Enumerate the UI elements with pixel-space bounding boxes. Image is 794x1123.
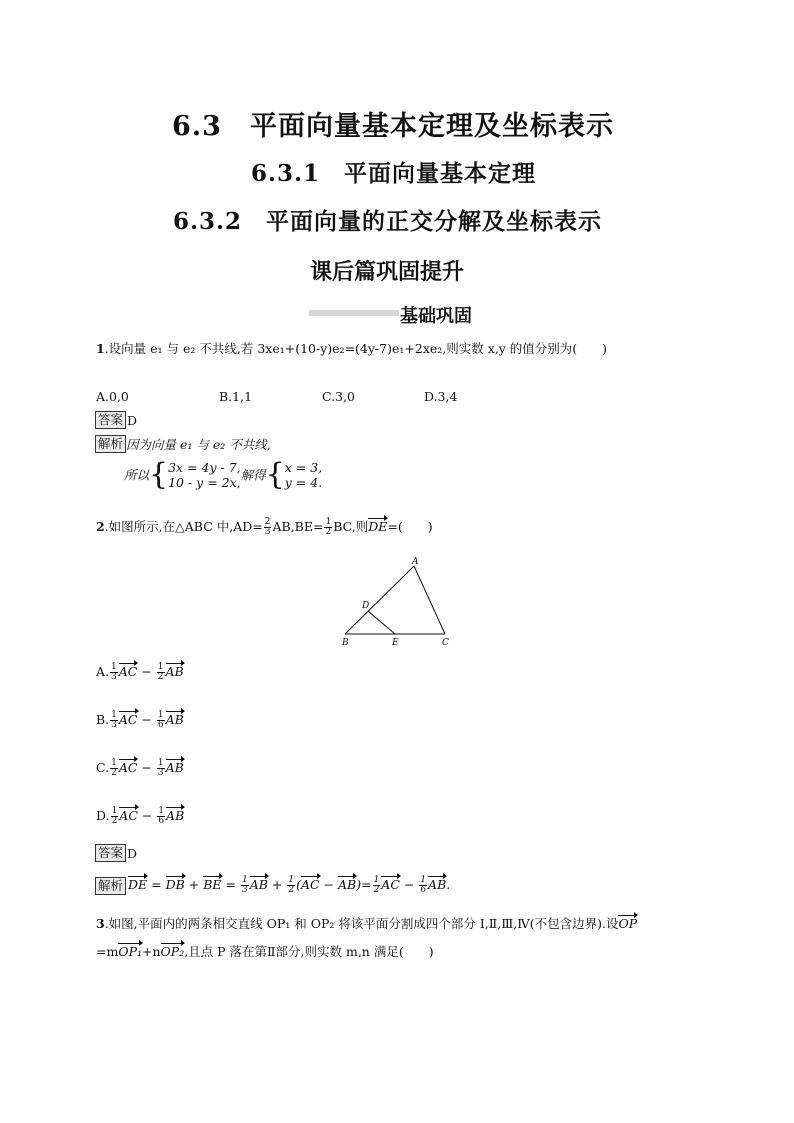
numerator: 1 xyxy=(111,758,117,768)
vector: AB xyxy=(165,664,184,679)
denominator: 3 xyxy=(111,672,117,682)
fraction xyxy=(157,807,165,826)
numerator: 1 xyxy=(157,758,164,768)
so-label: 所以 xyxy=(124,467,150,483)
fraction xyxy=(241,876,249,895)
option-a: A. $\frac{1}{3}$ AC − $\frac{1}{2}$ AB xyxy=(96,662,184,682)
left-brace: { xyxy=(149,457,169,492)
subtitle-6-3-1: 6.3.1 平面向量基本定理 xyxy=(251,160,537,187)
numerator: 1 xyxy=(158,806,165,816)
system-lines xyxy=(168,460,241,490)
option-c: C.3,0 xyxy=(322,389,355,404)
option-d: D.3,4 xyxy=(424,389,458,404)
question-1 xyxy=(96,341,607,357)
denominator: 6 xyxy=(157,720,164,730)
analysis-expression: DE = DB + BE = $\frac{1}{3}$ AB + $\frac{1}{2}$ (AC − AB)= $\frac{1}{2}$ AC − $\frac{1}{6}$ AB. xyxy=(128,875,451,895)
vector: AC xyxy=(118,712,138,727)
vector: BE xyxy=(203,877,222,892)
denominator: 2 xyxy=(157,672,164,682)
denominator: 3 xyxy=(157,768,164,778)
vector-de: DE xyxy=(368,519,388,534)
analysis-tag: 解析 xyxy=(95,877,126,895)
question-line-1: .如图,平面内的两条相交直线 OP₁ 和 OP₂ 将该平面分割成四个部分 Ⅰ,Ⅱ,Ⅲ,Ⅳ(不包含边界).设 xyxy=(104,916,619,931)
label-d: D xyxy=(362,601,370,611)
option-letter: B. xyxy=(96,712,110,727)
vector: DB xyxy=(165,877,185,892)
vector-op1: OP₁ xyxy=(118,944,142,959)
numerator: 1 xyxy=(111,662,117,672)
option-letter: A. xyxy=(96,664,110,679)
numerator: 2 xyxy=(264,517,271,527)
denominator: 3 xyxy=(264,527,271,537)
vector-op2: OP₂ xyxy=(160,944,185,959)
line-part: +n xyxy=(142,944,161,959)
solution-2: y = 4. xyxy=(284,475,323,490)
line-part: =m xyxy=(96,944,119,959)
denominator: 2 xyxy=(288,885,295,895)
equation-system xyxy=(124,457,323,492)
denominator: 3 xyxy=(241,885,248,895)
vector: DE xyxy=(128,877,148,892)
answer-row xyxy=(95,411,137,429)
page-title: 6.3 平面向量基本定理及坐标表示 xyxy=(172,111,614,142)
vector-op: OP xyxy=(618,916,638,931)
numerator: 1 xyxy=(325,517,332,527)
section-bar xyxy=(309,310,399,316)
stem-part: .如图所示,在△ABC 中,AD= xyxy=(104,519,263,534)
segment-de xyxy=(368,611,395,634)
fraction xyxy=(373,876,381,895)
denominator: 2 xyxy=(373,885,380,895)
stem-part: =( ) xyxy=(387,519,433,534)
label-e: E xyxy=(392,638,399,648)
option-b: B.1,1 xyxy=(219,389,253,404)
equation-1: 3x = 4y - 7, xyxy=(168,460,241,475)
analysis-row xyxy=(95,435,271,453)
vector: AC xyxy=(119,808,138,823)
fraction xyxy=(157,663,165,682)
option-a: A.0,0 xyxy=(96,389,129,404)
vector: AB xyxy=(165,712,184,727)
vector: AB xyxy=(337,877,357,892)
stem-part: AB,BE= xyxy=(272,519,324,534)
solution-1: x = 3, xyxy=(284,460,323,475)
vector: AC xyxy=(118,664,138,679)
question-2 xyxy=(96,518,433,537)
subtitle-6-3-2: 6.3.2 平面向量的正交分解及坐标表示 xyxy=(173,208,603,235)
answer-tag: 答案 xyxy=(95,411,126,429)
subtitle-after-class: 课后篇巩固提升 xyxy=(310,259,465,285)
side-ac xyxy=(414,566,445,634)
denominator: 3 xyxy=(111,720,117,730)
question-stem: .设向量 e₁ 与 e₂ 不共线,若 3xe₁+(10-y)e₂=(4y-7)e₁+2xe₂,则实数 x,y 的值分别为( ) xyxy=(104,341,608,356)
question-3-line-2 xyxy=(96,944,434,960)
denominator: 2 xyxy=(111,768,117,778)
option-letter: D. xyxy=(96,808,110,823)
stem-part: BC,则 xyxy=(333,519,369,534)
option-d: D. $\frac{1}{2}$ AC − $\frac{1}{6}$ AB xyxy=(96,806,185,826)
solve-label: 解得 xyxy=(240,467,266,483)
numerator: 1 xyxy=(241,875,248,885)
question-number: 3 xyxy=(96,916,105,931)
left-brace: { xyxy=(265,457,285,492)
fraction xyxy=(110,663,118,682)
numerator: 1 xyxy=(111,710,117,720)
denominator: 6 xyxy=(420,885,427,895)
label-c: C xyxy=(442,638,449,648)
numerator: 1 xyxy=(111,806,118,816)
triangle-figure xyxy=(335,552,460,652)
option-letter: C. xyxy=(96,760,110,775)
fraction xyxy=(264,518,272,537)
numerator: 1 xyxy=(420,875,427,885)
line-part: ,且点 P 落在第Ⅱ部分,则实数 m,n 满足( ) xyxy=(184,944,434,959)
question-number: 2 xyxy=(96,519,105,534)
numerator: 1 xyxy=(157,662,164,672)
label-a: A xyxy=(412,557,419,567)
analysis-row xyxy=(95,876,450,895)
answer-tag: 答案 xyxy=(95,844,126,862)
question-number: 1 xyxy=(96,341,105,356)
analysis-tag: 解析 xyxy=(95,435,126,453)
section-title: 基础巩固 xyxy=(400,306,472,327)
vector: AB xyxy=(165,760,184,775)
numerator: 1 xyxy=(288,875,295,885)
vector: AC xyxy=(300,877,320,892)
answer-letter: D xyxy=(127,845,138,861)
vector: AB xyxy=(428,877,447,892)
vector: AC xyxy=(118,760,138,775)
fraction xyxy=(419,876,427,895)
denominator: 2 xyxy=(111,816,118,826)
fraction xyxy=(324,518,332,537)
vector: AB xyxy=(166,808,185,823)
option-c: C. $\frac{1}{2}$ AC − $\frac{1}{3}$ AB xyxy=(96,758,184,778)
solution-lines xyxy=(285,460,322,490)
side-ba xyxy=(345,566,414,634)
fraction xyxy=(157,711,165,730)
equation-2: 10 - y = 2x, xyxy=(168,475,241,490)
option-b: B. $\frac{1}{3}$ AC − $\frac{1}{6}$ AB xyxy=(96,710,184,730)
analysis-intro: 因为向量 e₁ 与 e₂ 不共线, xyxy=(126,437,271,452)
fraction xyxy=(287,876,295,895)
numerator: 1 xyxy=(373,875,380,885)
fraction xyxy=(110,759,118,778)
fraction xyxy=(110,711,118,730)
fraction xyxy=(157,759,165,778)
question-3 xyxy=(96,916,637,932)
answer-letter: D xyxy=(127,412,138,428)
numerator: 1 xyxy=(157,710,164,720)
vector: AB xyxy=(249,877,268,892)
denominator: 6 xyxy=(158,816,165,826)
label-b: B xyxy=(342,638,349,648)
fraction xyxy=(111,807,119,826)
denominator: 2 xyxy=(325,527,332,537)
vector: AC xyxy=(381,877,400,892)
answer-row xyxy=(95,844,137,862)
